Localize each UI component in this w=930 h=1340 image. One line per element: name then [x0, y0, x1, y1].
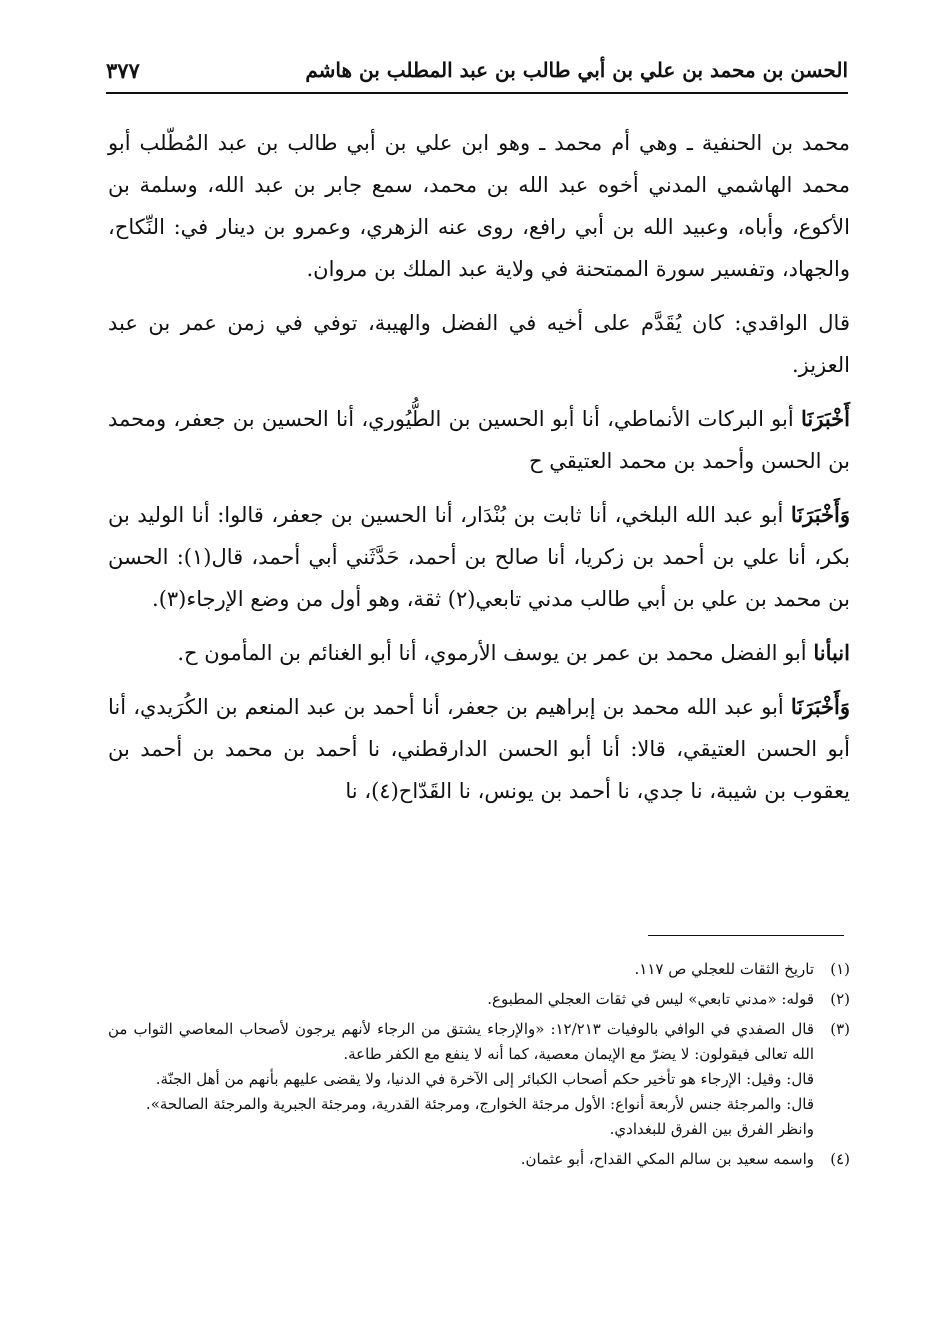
- paragraph-text: أبو الفضل محمد بن عمر بن يوسف الأرموي، أنا أبو الغنائم بن المأمون ح.: [177, 641, 814, 665]
- narration-keyword: وَأَخْبَرَنَا: [790, 502, 850, 527]
- footnote-line: قوله: «مدني تابعي» ليس في ثقات العجلي المطبوع.: [487, 990, 814, 1008]
- footnote-line: قال: والمرجئة جنس لأربعة أنواع: الأول مرجئة الخوارج، ومرجئة القدرية، ومرجئة الجبرية والمرجئة الصالحة».: [145, 1095, 814, 1113]
- header-title: الحسن بن محمد بن علي بن أبي طالب بن عبد المطلب بن هاشم: [305, 58, 848, 82]
- footnote-number: (٤): [830, 1150, 850, 1168]
- paragraph: [108, 494, 850, 620]
- footnote-line: قال: وقيل: الإرجاء هو تأخير حكم أصحاب الكبائر إلى الآخرة في الدنيا، ولا يقضى عليهم بأنهم من أهل الجنّة.: [155, 1070, 814, 1088]
- footnote-line: تاريخ الثقات للعجلي ص ١١٧.: [634, 960, 814, 978]
- footnote-line: قال الصفدي في الوافي بالوفيات ١٢/٢١٣: «والإرجاء يشتق من الرجاء لأنهم يرجون لأصحاب المعاصي الثواب من الله تعالى فيقولون: لا يضرّ مع الإيمان معصية، كما أنه لا ينفع مع الكفر طاعة.: [108, 1020, 814, 1063]
- footnote: [108, 957, 850, 982]
- paragraph-text: قال الواقدي: كان يُقَدَّم على أخيه في الفضل والهيبة، توفي في زمن عمر بن عبد العزيز.: [108, 311, 850, 377]
- footnote-number: (٣): [830, 1020, 850, 1038]
- paragraph-text: أبو عبد الله البلخي، أنا ثابت بن بُنْدَار، أنا الحسين بن جعفر، قالوا: أنا الوليد بن بكر، أنا علي بن أحمد بن زكريا، أنا صالح بن أحمد، حَدَّثَني أبي أحمد، قال(١): الحسن بن محمد بن علي بن أبي طالب مدني تابعي(٢) ثقة، وهو أول من وضع الإرجاء(٣).: [108, 503, 851, 611]
- footnote: [108, 987, 850, 1012]
- footnote-line: واسمه سعيد بن سالم المكي القداح، أبو عثمان.: [520, 1150, 814, 1168]
- narration-keyword: أَخْبَرَنَا: [801, 406, 850, 431]
- footnote-line: وانظر الفرق بين الفرق للبغدادي.: [609, 1120, 814, 1138]
- paragraph: [108, 398, 850, 482]
- footnote-number: (١): [830, 960, 850, 978]
- footnotes: [108, 957, 850, 1177]
- page-number: ٣٧٧: [106, 58, 140, 83]
- paragraph: [108, 632, 850, 674]
- footnote: [108, 1147, 850, 1172]
- footnote: [108, 1017, 850, 1142]
- narration-keyword: انبأنا: [813, 640, 850, 665]
- paragraph: [108, 302, 850, 386]
- paragraph: [108, 686, 850, 812]
- paragraph: [108, 122, 850, 290]
- footnote-number: (٢): [830, 990, 850, 1008]
- paragraph-text: محمد بن الحنفية ـ وهي أم محمد ـ وهو ابن علي بن أبي طالب بن عبد المُطّلب أبو محمد الهاشمي المدني أخوه عبد الله بن محمد، سمع جابر بن عبد الله، وسلمة بن الأكوع، وأباه، وعبيد الله بن أبي رافع، روى عنه الزهري، وعمرو بن دينار في: النِّكاح، والجهاد، وتفسير سورة الممتحنة في ولاية عبد الملك بن مروان.: [108, 131, 850, 281]
- running-header: [106, 56, 848, 94]
- paragraph-text: أبو عبد الله محمد بن إبراهيم بن جعفر، أنا أحمد بن عبد المنعم بن الكُرَيدي، أنا أبو الحسن العتيقي، قالا: أنا أبو الحسن الدارقطني، نا أحمد بن محمد بن أحمد بن يعقوب بن شيبة، نا جدي، نا أحمد بن يونس، نا القَدّاح(٤)، نا: [108, 695, 850, 803]
- footnote-separator: [648, 935, 844, 936]
- paragraph-text: أبو البركات الأنماطي، أنا أبو الحسين بن الطُّيُوري، أنا الحسين بن جعفر، ومحمد بن الحسن وأحمد بن محمد العتيقي ح: [108, 407, 850, 473]
- main-text: [108, 122, 850, 824]
- narration-keyword: وَأَخْبَرَنَا: [790, 694, 850, 719]
